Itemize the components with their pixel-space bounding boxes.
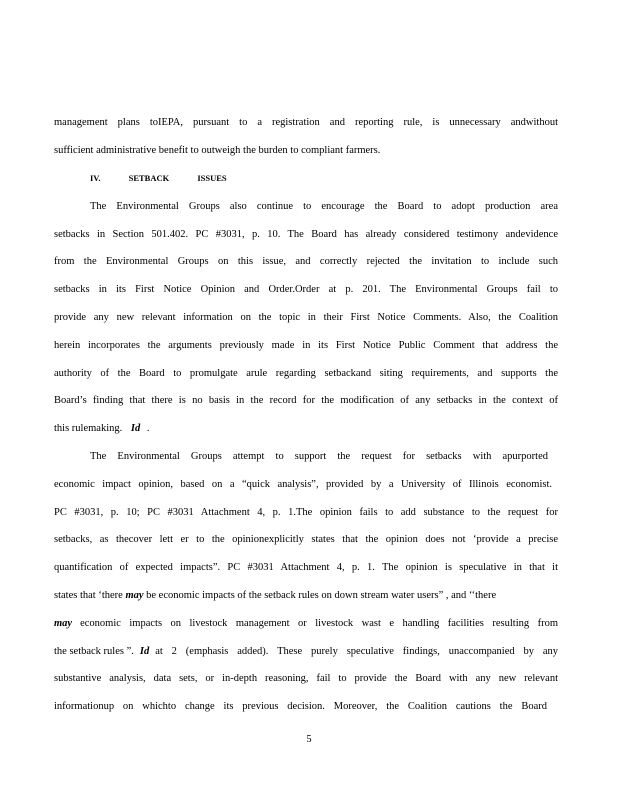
text-line: setbacks, as thecover lett er to the opinionexplicitly states that the opinion does not ‘provide a precise [54,534,558,545]
text-line [54,422,149,435]
text-line [54,589,496,602]
text-line: sufficient administrative benefit to outweigh the burden to compliant farmers. [54,145,381,156]
text-line: setbacks in Section 501.402. PC #3031, p. 10. The Board has already considered testimony andevidence [54,229,558,240]
text-line: PC #3031, p. 10; PC #3031 Attachment 4, p. 1.The opinion fails to add substance to the request for [54,507,558,518]
text-line: The Environmental Groups attempt to support the request for setbacks with apurported [90,451,548,462]
text-line: The Environmental Groups also continue to encourage the Board to adopt production area [90,201,558,212]
emphasis-word: may [125,590,144,601]
section-heading [90,172,227,185]
text-line: Board’s finding that there is no basis in the record for the modification of any setbacks in the context of [54,395,558,406]
text-line [54,645,558,658]
heading-word: ISSUES [197,173,227,183]
text-line: economic impact opinion, based on a “quick analysis”, provided by a University of Illinois economist. [54,479,552,490]
heading-number: IV. [90,173,101,183]
page-number: 5 [306,734,312,745]
heading-word: SETBACK [128,173,170,183]
text-line [54,617,558,630]
emphasis-word: may [54,618,73,629]
id-citation: Id [130,423,141,434]
text-line: from the Environmental Groups on this issue, and correctly rejected the invitation to include such [54,256,558,267]
text-line: substantive analysis, data sets, or in-depth reasoning, fail to provide the Board with any new relevant [54,673,558,684]
text-segment: the setback rules ”. [54,646,134,657]
text-line: informationup on whichto change its previous decision. Moreover, the Coalition cautions the Board [54,701,547,712]
id-citation: Id [139,646,150,657]
text-line: setbacks in its First Notice Opinion and Order.Order at p. 201. The Environmental Groups fail to [54,284,558,295]
text-segment: . [146,423,150,434]
text-line: quantification of expected impacts”. PC #3031 Attachment 4, p. 1. The opinion is speculative in that it [54,562,558,573]
text-line: herein incorporates the arguments previously made in its First Notice Public Comment that address the [54,340,558,351]
text-segment: this rulemaking. [54,423,123,434]
text-line: authority of the Board to promulgate arule regarding setbackand siting requirements, and supports the [54,368,558,379]
text-segment: be economic impacts of the setback rules on down stream water users” , and ‘‘there [146,590,497,601]
text-line: provide any new relevant information on the topic in their First Notice Comments. Also, the Coalition [54,312,558,323]
text-segment: economic impacts on livestock management or livestock wast e handling facilities resulting from [80,618,558,629]
text-segment: at 2 (emphasis added). These purely speculative findings, unaccompanied by any [155,646,558,657]
text-line: management plans toIEPA, pursuant to a registration and reporting rule, is unnecessary andwithout [54,117,558,128]
text-segment: states that ‘there [54,590,123,601]
